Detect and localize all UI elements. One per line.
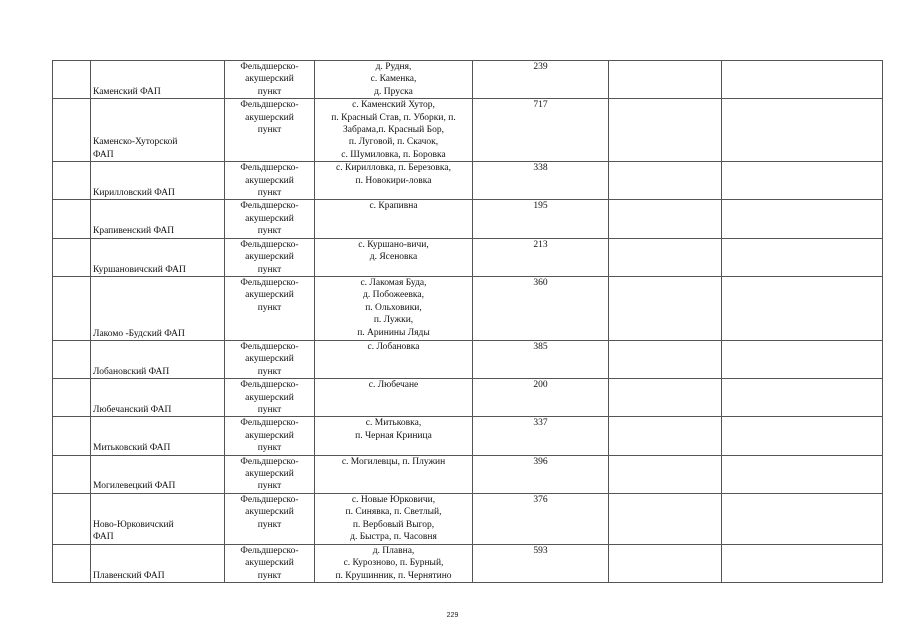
facility-name-line: ФАП — [93, 149, 114, 160]
village-line: с. Могилевцы, п. Плужин — [341, 456, 446, 467]
facility-type-line: акушерский — [245, 354, 294, 365]
facility-type-cell — [225, 455, 315, 493]
facility-type-line: Фельдшерско- — [240, 62, 299, 72]
facility-type-cell — [225, 417, 315, 455]
empty-cell — [722, 340, 883, 378]
table-row — [53, 276, 883, 340]
facility-type-line: акушерский — [245, 468, 294, 479]
facility-name-line: Ново-Юрковичский — [93, 519, 174, 530]
facility-name: Лакомо -Будский ФАП — [93, 328, 185, 339]
table-row — [53, 238, 883, 276]
facility-type-line: пункт — [257, 519, 282, 530]
facility-name-cell — [91, 162, 225, 200]
facility-type-line: акушерский — [245, 290, 294, 301]
facility-type-line: акушерский — [245, 558, 294, 569]
facility-name-cell — [91, 200, 225, 238]
facility-type-line: Фельдшерско- — [240, 239, 299, 250]
empty-cell — [609, 99, 722, 162]
population-cell — [473, 61, 609, 99]
village-line: Забрама,п. Красный Бор, — [343, 125, 444, 136]
empty-cell — [609, 162, 722, 200]
population-cell — [473, 340, 609, 378]
village-line: п. Луговой, п. Скачок, — [348, 137, 439, 148]
village-line: д. Быстра, п. Часовня — [350, 532, 437, 542]
population-cell — [473, 99, 609, 162]
facility-type-line: акушерский — [245, 392, 294, 403]
facility-name-line: Каменско-Хуторской — [93, 137, 178, 148]
facility-type-line: пункт — [257, 125, 282, 136]
table-row — [53, 379, 883, 417]
facility-name: Крапивенский ФАП — [93, 226, 175, 237]
facility-name: Любечанский ФАП — [93, 404, 172, 415]
village-line: д. Ясеновка — [369, 252, 418, 263]
facility-type-line: акушерский — [245, 74, 294, 85]
village-line: с. Митьковка, — [365, 418, 422, 429]
population-value: 396 — [533, 456, 548, 467]
facility-type-line: пункт — [257, 264, 282, 275]
index-cell — [53, 544, 91, 582]
facility-type-line: пункт — [257, 404, 282, 415]
population-value: 213 — [533, 239, 548, 250]
facility-name-cell — [91, 276, 225, 340]
facility-name: Лобановский ФАП — [93, 366, 170, 377]
facility-type-line: пункт — [257, 188, 282, 199]
facility-type-line: пункт — [257, 481, 282, 492]
empty-cell — [609, 417, 722, 455]
population-cell — [473, 379, 609, 417]
villages-cell — [315, 238, 473, 276]
empty-cell — [722, 238, 883, 276]
village-line: с. Лобановка — [367, 341, 420, 352]
empty-cell — [722, 455, 883, 493]
population-value: 337 — [533, 418, 548, 429]
empty-cell — [609, 379, 722, 417]
empty-cell — [609, 544, 722, 582]
villages-cell — [315, 162, 473, 200]
population-value: 717 — [533, 100, 548, 111]
village-line: с. Каменский Хутор, — [352, 100, 435, 111]
empty-cell — [722, 200, 883, 238]
index-cell — [53, 99, 91, 162]
village-line: с. Каменка, — [370, 74, 417, 85]
facility-type-cell — [225, 544, 315, 582]
facility-type-line: Фельдшерско- — [240, 100, 299, 111]
facility-name-cell — [91, 455, 225, 493]
table-row — [53, 200, 883, 238]
table-row — [53, 61, 883, 99]
facility-type-cell — [225, 200, 315, 238]
facility-type-cell — [225, 493, 315, 544]
villages-cell — [315, 200, 473, 238]
facility-type-line: пункт — [257, 302, 282, 313]
empty-cell — [722, 544, 883, 582]
village-line: д. Побожеевка, — [363, 290, 424, 301]
empty-cell — [609, 493, 722, 544]
facility-type-line: пункт — [257, 226, 282, 237]
index-cell — [53, 493, 91, 544]
index-cell — [53, 238, 91, 276]
facility-type-line: Фельдшерско- — [240, 201, 299, 212]
facility-type-line: пункт — [257, 366, 282, 377]
village-line: с. Курозново, п. Бурный, — [343, 558, 444, 569]
facility-name-cell — [91, 379, 225, 417]
village-line: с. Шумиловка, п. Боровка — [341, 149, 446, 160]
villages-cell — [315, 455, 473, 493]
population-value: 360 — [533, 277, 548, 288]
villages-cell — [315, 340, 473, 378]
facility-type-line: Фельдшерско- — [240, 277, 299, 288]
village-line: с. Лакомая Буда, — [360, 277, 427, 288]
facility-name-cell — [91, 493, 225, 544]
population-cell — [473, 455, 609, 493]
facility-name: Куршановичский ФАП — [93, 264, 186, 275]
facility-type-cell — [225, 61, 315, 99]
index-cell — [53, 455, 91, 493]
facility-name: Плавенский ФАП — [93, 570, 165, 581]
empty-cell — [722, 162, 883, 200]
facility-name-cell — [91, 99, 225, 162]
facility-type-line: Фельдшерско- — [240, 456, 299, 467]
village-line: с. Куршано-вичи, — [358, 239, 429, 250]
table-row — [53, 544, 883, 582]
facility-type-line: Фельдшерско- — [240, 163, 299, 174]
facility-name-cell — [91, 340, 225, 378]
index-cell — [53, 162, 91, 200]
index-cell — [53, 379, 91, 417]
facility-type-line: акушерский — [245, 430, 294, 441]
village-line: д. Рудня, — [375, 62, 412, 72]
facility-type-line: акушерский — [245, 112, 294, 123]
population-cell — [473, 417, 609, 455]
index-cell — [53, 61, 91, 99]
facility-table — [52, 60, 883, 583]
table-row — [53, 162, 883, 200]
facility-name-cell — [91, 61, 225, 99]
index-cell — [53, 340, 91, 378]
index-cell — [53, 200, 91, 238]
villages-cell — [315, 99, 473, 162]
village-line: п. Аринины Ляды — [357, 327, 430, 338]
population-cell — [473, 544, 609, 582]
population-cell — [473, 276, 609, 340]
villages-cell — [315, 379, 473, 417]
village-line: п. Лужки, — [373, 315, 414, 326]
villages-cell — [315, 417, 473, 455]
index-cell — [53, 417, 91, 455]
page-number: 229 — [446, 612, 459, 619]
village-line: п. Черная Криница — [355, 430, 432, 441]
empty-cell — [722, 61, 883, 99]
villages-cell — [315, 493, 473, 544]
facility-type-line: акушерский — [245, 507, 294, 518]
empty-cell — [609, 455, 722, 493]
village-line: д. Плавна, — [372, 545, 415, 556]
table-row — [53, 340, 883, 378]
facility-type-line: Фельдшерско- — [240, 545, 299, 556]
facility-name: Каменский ФАП — [93, 86, 161, 97]
village-line: п. Крушинник, п. Чернятино — [335, 570, 452, 581]
empty-cell — [609, 200, 722, 238]
population-cell — [473, 162, 609, 200]
population-value: 239 — [533, 62, 548, 72]
empty-cell — [609, 238, 722, 276]
population-value: 593 — [533, 545, 548, 556]
index-cell — [53, 276, 91, 340]
facility-type-line: пункт — [257, 86, 282, 97]
facility-name-cell — [91, 238, 225, 276]
empty-cell — [722, 99, 883, 162]
facility-name: Кирилловский ФАП — [93, 188, 175, 199]
table-row — [53, 99, 883, 162]
facility-type-line: акушерский — [245, 252, 294, 263]
empty-cell — [722, 276, 883, 340]
facility-type-cell — [225, 162, 315, 200]
empty-cell — [722, 493, 883, 544]
village-line: п. Синявка, п. Светлый, — [345, 507, 442, 518]
village-line: с. Крапивна — [369, 201, 418, 212]
empty-cell — [722, 379, 883, 417]
facility-name: Могилевецкий ФАП — [93, 481, 176, 492]
population-value: 200 — [533, 380, 548, 391]
population-cell — [473, 238, 609, 276]
facility-type-cell — [225, 99, 315, 162]
village-line: с. Новые Юрковичи, — [351, 494, 436, 505]
table-row — [53, 493, 883, 544]
empty-cell — [609, 276, 722, 340]
facility-name-line: ФАП — [93, 532, 114, 543]
population-value: 376 — [533, 494, 548, 505]
population-cell — [473, 493, 609, 544]
facility-type-line: Фельдшерско- — [240, 341, 299, 352]
facility-name-cell — [91, 544, 225, 582]
empty-cell — [609, 61, 722, 99]
population-value: 338 — [533, 163, 548, 174]
village-line: с. Кирилловка, п. Березовка, — [336, 163, 451, 174]
population-value: 385 — [533, 341, 548, 352]
population-value: 195 — [533, 201, 548, 212]
facility-type-cell — [225, 340, 315, 378]
facility-type-line: Фельдшерско- — [240, 380, 299, 391]
village-line: д. Пруска — [374, 86, 413, 97]
facility-type-line: пункт — [257, 443, 282, 454]
villages-cell — [315, 61, 473, 99]
facility-type-cell — [225, 276, 315, 340]
villages-cell — [315, 544, 473, 582]
facility-type-line: акушерский — [245, 213, 294, 224]
table-row — [53, 417, 883, 455]
facility-type-line: акушерский — [245, 175, 294, 186]
facility-type-cell — [225, 238, 315, 276]
village-line: п. Вербовый Выгор, — [352, 519, 435, 530]
villages-cell — [315, 276, 473, 340]
population-cell — [473, 200, 609, 238]
empty-cell — [722, 417, 883, 455]
village-line: п. Ольховики, — [365, 302, 422, 313]
village-line: с. Любечане — [368, 380, 419, 391]
facility-type-line: Фельдшерско- — [240, 418, 299, 429]
facility-name: Митьковский ФАП — [93, 443, 171, 454]
village-line: п. Новокири-ловка — [355, 175, 432, 186]
village-line: п. Красный Став, п. Уборки, п. — [331, 112, 456, 123]
facility-name-cell — [91, 417, 225, 455]
table-row — [53, 455, 883, 493]
facility-type-line: Фельдшерско- — [240, 494, 299, 505]
empty-cell — [609, 340, 722, 378]
facility-type-line: пункт — [257, 570, 282, 581]
facility-type-cell — [225, 379, 315, 417]
